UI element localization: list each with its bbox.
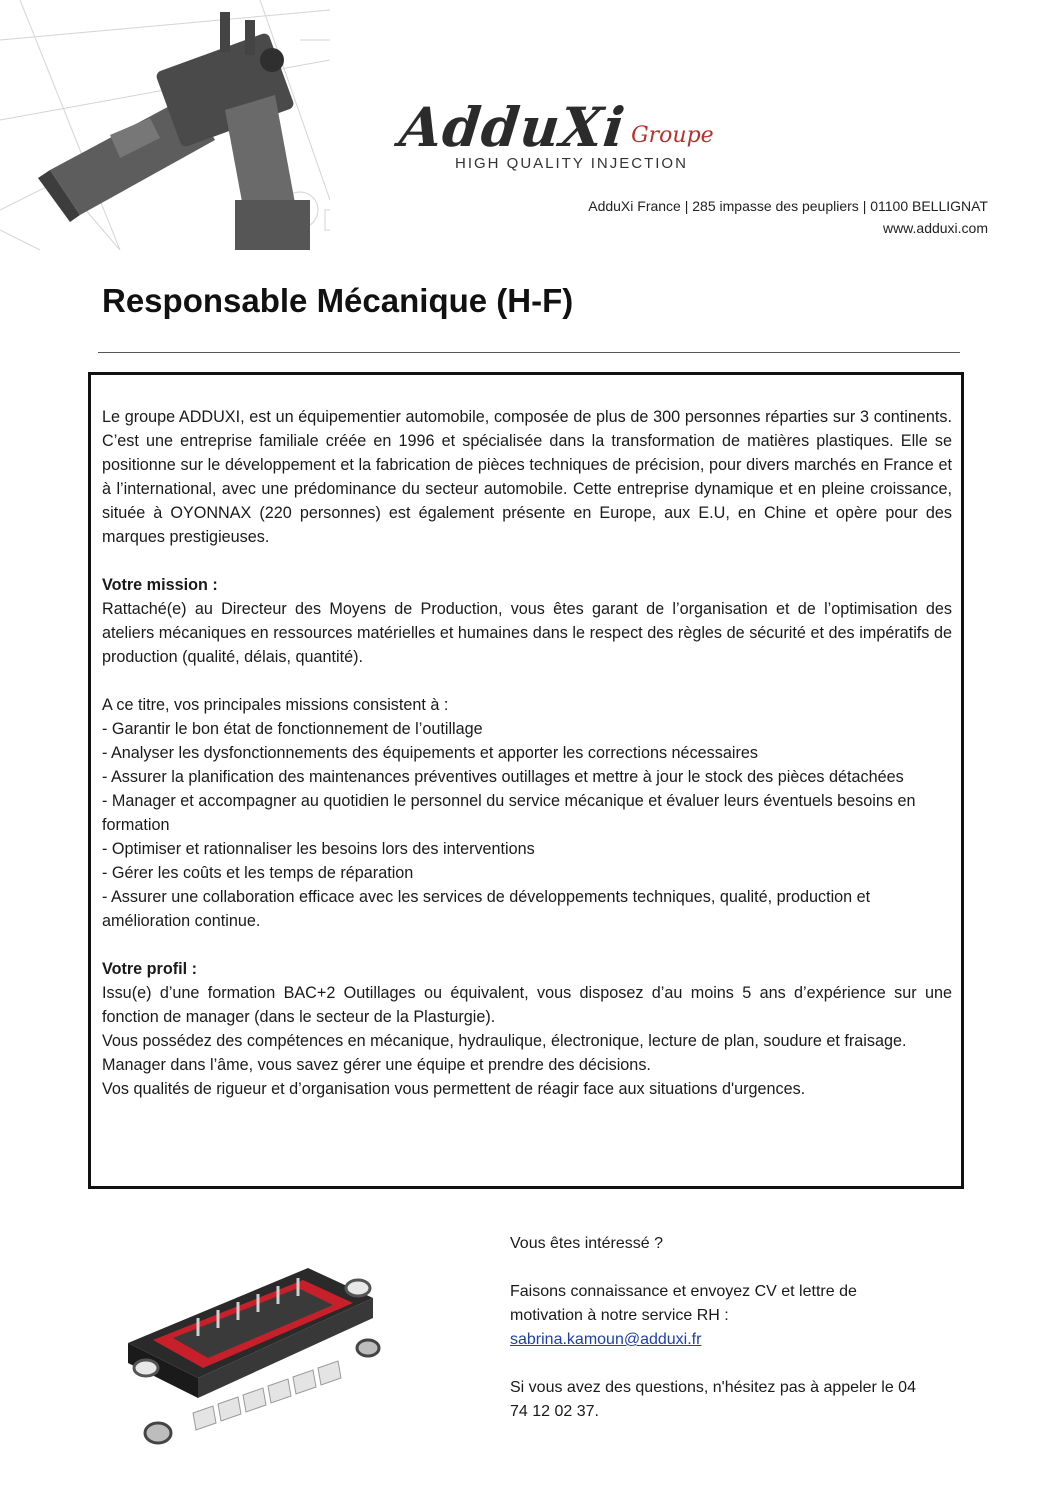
contact-invite: Faisons connaissance et envoyez CV et lettre de motivation à notre service RH :	[510, 1283, 857, 1324]
mission-list-intro: A ce titre, vos principales missions consistent à :	[102, 696, 449, 714]
mission-item: - Analyser les dysfonctionnements des équipements et apporter les corrections nécessaires	[102, 744, 758, 762]
mission-text: Rattaché(e) au Directeur des Moyens de Production, vous êtes garant de l’organisation et de l’optimisation des ateliers mécaniques en ressources matérielles et humaines dans le respect des règles de sécurité et des impératifs de production (qualité, délais, quantité).	[102, 600, 952, 666]
mission-item: - Gérer les coûts et les temps de réparation	[102, 864, 414, 882]
contact-question: Vous êtes intéressé ?	[510, 1235, 663, 1252]
company-website[interactable]: www.adduxi.com	[882, 220, 988, 236]
connector-product-image	[0, 0, 330, 250]
profile-paragraph: Issu(e) d’une formation BAC+2 Outillages ou équivalent, vous disposez d’au moins 5 ans d’expérience sur une fonction de manager (dans le secteur de la Plasturgie).	[102, 984, 952, 1026]
logo-tagline: HIGH QUALITY INJECTION	[455, 155, 688, 172]
contact-call: Si vous avez des questions, n'hésitez pas à appeler le 04 74 12 02 37.	[510, 1379, 916, 1420]
mission-heading: Votre mission :	[102, 576, 218, 594]
job-description-box	[88, 372, 964, 1189]
logo-groupe-label: Groupe	[631, 123, 714, 148]
page-title: Responsable Mécanique (H-F)	[102, 282, 574, 319]
mission-item: - Assurer une collaboration efficace avec les services de développements techniques, qualité, production et amélioration continue.	[102, 888, 871, 930]
logo-wordmark: AdduXi	[396, 95, 629, 159]
electrical-connector-image	[118, 1248, 388, 1463]
profile-paragraph: Manager dans l’âme, vous savez gérer une équipe et prendre des décisions.	[102, 1056, 651, 1074]
mission-item: - Optimiser et rationnaliser les besoins lors des interventions	[102, 840, 535, 858]
profile-heading: Votre profil :	[102, 960, 198, 978]
company-logo	[396, 95, 730, 159]
mission-item: - Assurer la planification des maintenances préventives outillages et mettre à jour le stock des pièces détachées	[102, 768, 904, 786]
company-address: AdduXi France | 285 impasse des peupliers | 01100 BELLIGNAT	[588, 198, 988, 214]
profile-paragraph: Vos qualités de rigueur et d’organisation vous permettent de réagir face aux situations d'urgences.	[102, 1080, 806, 1098]
contact-email-link[interactable]: sabrina.kamoun@adduxi.fr	[510, 1331, 702, 1348]
intro-paragraph: Le groupe ADDUXI, est un équipementier automobile, composée de plus de 300 personnes réparties sur 3 continents. C’est une entreprise familiale créée en 1996 et spécialisée dans la transformation de matières plastiques. Elle se positionne sur le développement et la fabrication de pièces techniques de précision, pour divers marchés en France et à l’international, avec une prédominance du secteur automobile. Cette entreprise dynamique et en pleine croissance, située à OYONNAX (220 personnes) est également présente en Europe, aux E.U, en Chine et opère pour des marques prestigieuses.	[102, 408, 952, 546]
profile-paragraph: Vous possédez des compétences en mécanique, hydraulique, électronique, lecture de plan, soudure et fraisage.	[102, 1032, 907, 1050]
title-divider	[98, 352, 960, 353]
mission-item: - Manager et accompagner au quotidien le personnel du service mécanique et évaluer leurs éventuels besoins en formation	[102, 792, 916, 834]
mission-item: - Garantir le bon état de fonctionnement de l’outillage	[102, 720, 483, 738]
contact-block	[510, 1232, 920, 1424]
